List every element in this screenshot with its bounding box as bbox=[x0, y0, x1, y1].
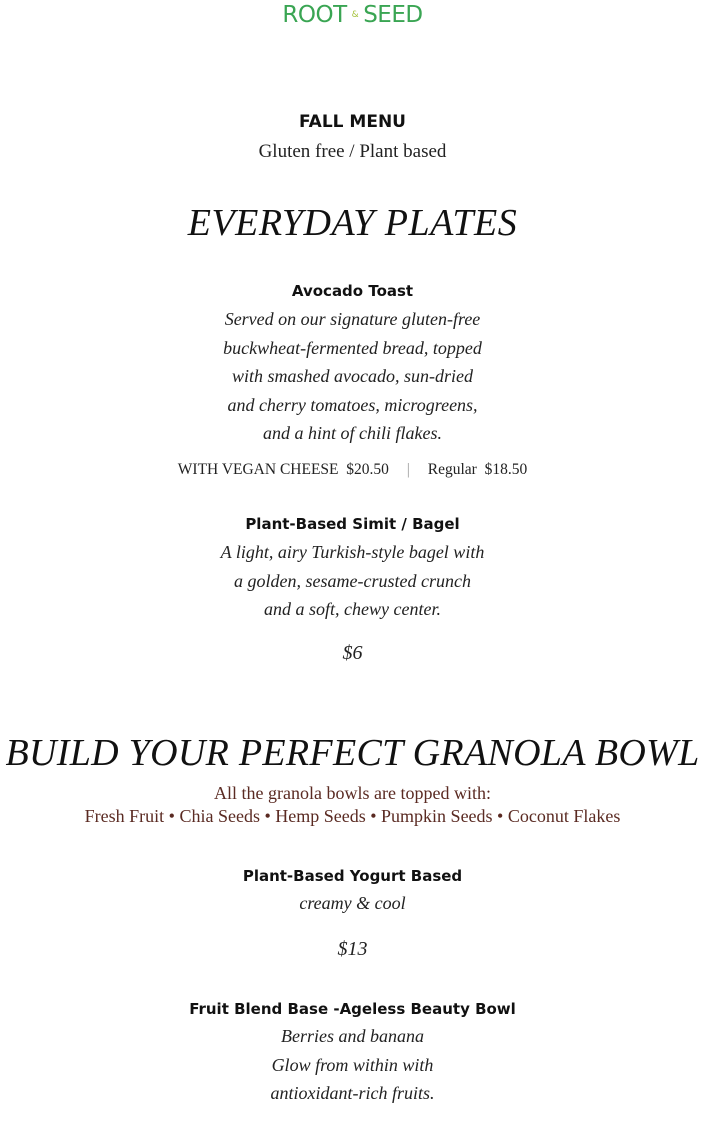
menu-subtitle: Gluten free / Plant based bbox=[258, 141, 447, 162]
logo-seed-text: SEED bbox=[363, 2, 423, 28]
item-description-yogurt-bowl bbox=[0, 889, 705, 918]
price-divider: | bbox=[406, 461, 410, 478]
price-row-avocado-toast bbox=[0, 459, 705, 481]
section-heading-everyday-plates: EVERYDAY PLATES bbox=[187, 202, 518, 244]
brand-logo[interactable] bbox=[0, 0, 705, 30]
menu-title: FALL MENU bbox=[299, 112, 406, 132]
item-name-simit-bagel: Plant-Based Simit / Bagel bbox=[245, 515, 460, 533]
description-line: and a soft, chewy center. bbox=[264, 599, 441, 619]
item-price-yogurt-bowl: $13 bbox=[337, 938, 368, 960]
description-line: Berries and banana bbox=[281, 1026, 424, 1046]
item-description-avocado-toast bbox=[0, 305, 705, 448]
description-line: and a hint of chili flakes. bbox=[263, 423, 442, 443]
price-option-label: Regular bbox=[427, 461, 477, 478]
price-option-label: WITH VEGAN CHEESE bbox=[177, 461, 339, 478]
section-heading-granola-bowl: BUILD YOUR PERFECT GRANOLA BOWL bbox=[5, 732, 700, 774]
description-line: and cherry tomatoes, microgreens, bbox=[227, 394, 478, 415]
description-line: antioxidant-rich fruits. bbox=[270, 1083, 435, 1103]
description-line: Glow from within with bbox=[271, 1054, 434, 1075]
price-option-value: $18.50 bbox=[484, 461, 528, 478]
description-line: with smashed avocado, sun-dried bbox=[232, 366, 473, 386]
price-option-value: $20.50 bbox=[346, 461, 389, 478]
item-description-fruit-blend-bowl bbox=[0, 1022, 705, 1108]
item-name-yogurt-bowl: Plant-Based Yogurt Based bbox=[242, 867, 463, 885]
logo-ampersand: & bbox=[351, 10, 359, 20]
logo-root-text: ROOT bbox=[282, 2, 347, 28]
item-name-fruit-blend-bowl: Fruit Blend Base -Ageless Beauty Bowl bbox=[189, 1000, 516, 1018]
item-description-simit-bagel bbox=[0, 538, 705, 624]
description-line: A light, airy Turkish-style bagel with bbox=[220, 542, 485, 562]
granola-toppings-list: Fresh Fruit • Chia Seeds • Hemp Seeds • Pumpkin Seeds • Coconut Flakes bbox=[84, 806, 621, 826]
granola-topping-intro: All the granola bowls are topped with: bbox=[214, 783, 491, 803]
description-line: a golden, sesame-crusted crunch bbox=[234, 570, 471, 591]
item-price-simit-bagel: $6 bbox=[342, 642, 363, 664]
description-line: Served on our signature gluten-free bbox=[224, 309, 481, 329]
item-name-avocado-toast: Avocado Toast bbox=[291, 282, 414, 300]
description-line: creamy & cool bbox=[299, 893, 406, 913]
description-line: buckwheat-fermented bread, topped bbox=[223, 337, 482, 358]
